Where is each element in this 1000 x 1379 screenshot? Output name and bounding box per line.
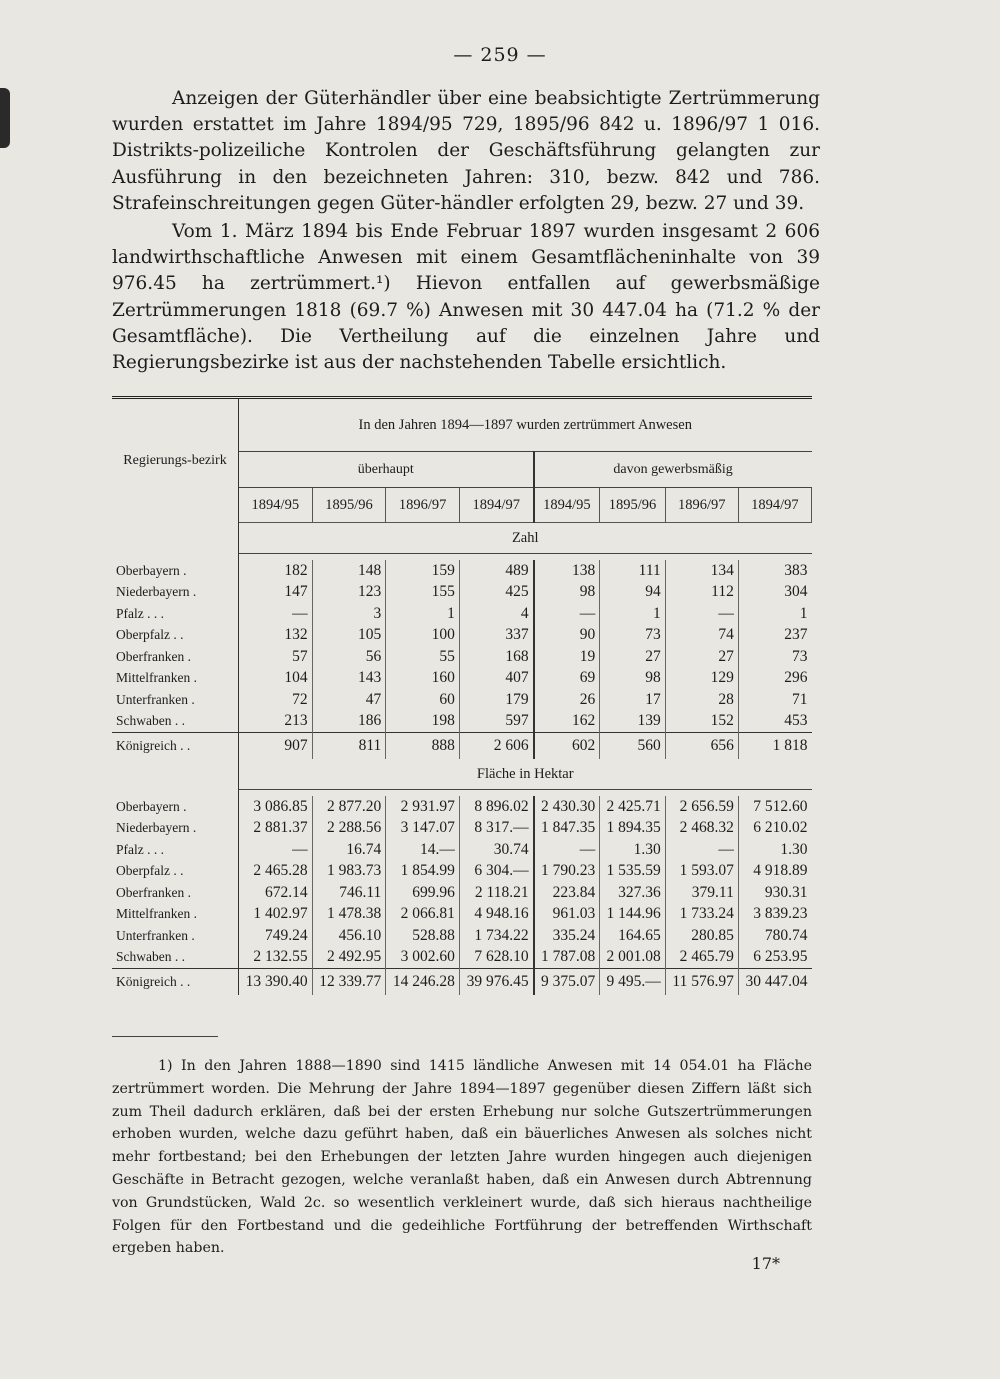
total-row bbox=[112, 969, 812, 996]
value-cell: 3 147.07 bbox=[386, 818, 460, 840]
value-cell: 6 304.— bbox=[459, 861, 533, 883]
value-cell: 280.85 bbox=[665, 925, 738, 947]
value-cell: 888 bbox=[386, 733, 460, 760]
region-name: Pfalz . . . bbox=[112, 603, 239, 625]
value-cell: 12 339.77 bbox=[312, 969, 386, 996]
value-cell: 112 bbox=[665, 582, 738, 604]
value-cell: 3 086.85 bbox=[239, 796, 313, 818]
value-cell: 425 bbox=[459, 582, 533, 604]
value-cell: — bbox=[534, 603, 600, 625]
value-cell: 71 bbox=[792, 690, 808, 708]
region-name: Oberpfalz . . bbox=[112, 861, 239, 883]
region-name: Oberpfalz . . bbox=[112, 625, 239, 647]
region-name: Niederbayern . bbox=[112, 582, 239, 604]
year-header: 1896/97 bbox=[665, 488, 738, 523]
value-cell: 1 478.38 bbox=[312, 904, 386, 926]
value-cell: 930.31 bbox=[764, 883, 808, 901]
table-body bbox=[112, 523, 812, 996]
value-cell: 179 bbox=[459, 689, 533, 711]
value-cell: 1 983.73 bbox=[312, 861, 386, 883]
value-cell: 4 918.89 bbox=[753, 862, 808, 880]
footnote-text: 1) In den Jahren 1888—1890 sind 1415 ländliche Anwesen mit 14 054.01 ha Fläche zertrümmert worden. Die Mehrung der Jahre 1894—1897 gegenüber diesen Ziffern läßt sich zum Theil dadurch erklären, daß bei der ersten Erhebung nur solche Gutszertrümmerungen erhoben wurden, welche dazu geführt haben, daß ein bäuerliches Anwesen als solches nicht mehr fortbestand; bei den Erhebungen der letzten Jahre wurden hingegen auch diejenigen Geschäfte in Betracht gezogen, welche veranlaßt haben, daß ein Anwesen durch Abtrennung von Grundstücken, Wald 2c. so wesentlich verkleinert wurde, daß sich hieraus nachtheilige Folgen für den Fortbestand und die gedeihliche Fortführung der betreffenden Wirthschaft ergeben haben. bbox=[112, 1058, 812, 1257]
value-cell: 597 bbox=[459, 711, 533, 733]
value-cell: 94 bbox=[600, 582, 666, 604]
value-cell: 98 bbox=[534, 582, 600, 604]
table-row bbox=[112, 603, 812, 625]
value-cell: — bbox=[534, 839, 600, 861]
value-cell: 26 bbox=[534, 689, 600, 711]
value-cell: 28 bbox=[665, 689, 738, 711]
value-cell: 105 bbox=[312, 625, 386, 647]
table-row bbox=[112, 582, 812, 604]
table-row bbox=[112, 947, 812, 969]
value-cell: 489 bbox=[459, 560, 533, 582]
table-row bbox=[112, 625, 812, 647]
footnote-rule bbox=[112, 1036, 218, 1037]
value-cell: 296 bbox=[784, 669, 808, 687]
table-row bbox=[112, 668, 812, 690]
paragraph-2: Vom 1. März 1894 bis Ende Februar 1897 wurden insgesamt 2 606 landwirthschaftliche Anwesen mit einem Gesamtflächeninhalte von 39 976.45 ha zertrümmert.¹) Hievon entfallen auf gewerbsmäßige Zertrümmerungen 1818 (69.7 %) Anwesen mit 30 447.04 ha (71.2 % der Gesamtfläche). Die Vertheilung auf die einzelnen Jahre und Regierungsbezirke ist aus der nachstehenden Tabelle ersichtlich. bbox=[112, 221, 820, 374]
value-cell: 73 bbox=[600, 625, 666, 647]
value-cell: 7 628.10 bbox=[459, 947, 533, 969]
region-name: Pfalz . . . bbox=[112, 839, 239, 861]
value-cell: — bbox=[665, 603, 738, 625]
value-cell: 2 468.32 bbox=[665, 818, 738, 840]
value-cell: 104 bbox=[239, 668, 313, 690]
region-name: Oberbayern . bbox=[112, 796, 239, 818]
value-cell: 3 bbox=[312, 603, 386, 625]
value-cell: 148 bbox=[312, 560, 386, 582]
value-cell: 2 881.37 bbox=[239, 818, 313, 840]
value-cell: 2 656.59 bbox=[665, 796, 738, 818]
value-cell: 6 210.02 bbox=[753, 819, 808, 837]
value-cell: 186 bbox=[312, 711, 386, 733]
value-cell: 27 bbox=[600, 646, 666, 668]
value-cell: 2 430.30 bbox=[534, 796, 600, 818]
value-cell: 90 bbox=[534, 625, 600, 647]
value-cell: 304 bbox=[784, 583, 808, 601]
table-row bbox=[112, 861, 812, 883]
value-cell: 1 790.23 bbox=[534, 861, 600, 883]
region-name: Schwaben . . bbox=[112, 711, 239, 733]
value-cell: 961.03 bbox=[534, 904, 600, 926]
value-cell: 147 bbox=[239, 582, 313, 604]
value-cell: 560 bbox=[600, 733, 666, 760]
value-cell: 811 bbox=[312, 733, 386, 760]
table-row bbox=[112, 560, 812, 582]
page-number: — 259 — bbox=[453, 44, 547, 66]
value-cell: 100 bbox=[386, 625, 460, 647]
value-cell: 2 492.95 bbox=[312, 947, 386, 969]
value-cell: 335.24 bbox=[534, 925, 600, 947]
year-header: 1894/95 bbox=[239, 488, 313, 523]
value-cell: 1 402.97 bbox=[239, 904, 313, 926]
value-cell: 2 066.81 bbox=[386, 904, 460, 926]
value-cell: 528.88 bbox=[386, 925, 460, 947]
value-cell: 746.11 bbox=[312, 882, 386, 904]
value-cell: 7 512.60 bbox=[753, 797, 808, 815]
value-cell: 16.74 bbox=[312, 839, 386, 861]
region-name: Mittelfranken . bbox=[112, 904, 239, 926]
value-cell: 123 bbox=[312, 582, 386, 604]
year-header: 1894/97 bbox=[738, 488, 811, 523]
value-cell: 1 847.35 bbox=[534, 818, 600, 840]
statistics-table bbox=[112, 396, 812, 995]
value-cell: 143 bbox=[312, 668, 386, 690]
value-cell: 407 bbox=[459, 668, 533, 690]
value-cell: 138 bbox=[534, 560, 600, 582]
value-cell: 47 bbox=[312, 689, 386, 711]
sub-header-commercial: davon gewerbsmäßig bbox=[534, 452, 812, 488]
value-cell: 1 bbox=[799, 604, 808, 622]
value-cell: 6 253.95 bbox=[753, 948, 808, 966]
value-cell: 162 bbox=[534, 711, 600, 733]
value-cell: 1 854.99 bbox=[386, 861, 460, 883]
value-cell: 749.24 bbox=[239, 925, 313, 947]
value-cell: 1.30 bbox=[600, 839, 666, 861]
value-cell: 9 375.07 bbox=[534, 969, 600, 996]
value-cell: 1.30 bbox=[780, 840, 808, 858]
value-cell: 2 288.56 bbox=[312, 818, 386, 840]
value-cell: 656 bbox=[665, 733, 738, 760]
value-cell: 8 317.— bbox=[459, 818, 533, 840]
value-cell: 1 bbox=[386, 603, 460, 625]
value-cell: 1 734.22 bbox=[459, 925, 533, 947]
year-header: 1895/96 bbox=[600, 488, 666, 523]
footnote bbox=[112, 1055, 812, 1260]
value-cell: 699.96 bbox=[386, 882, 460, 904]
value-cell: 98 bbox=[600, 668, 666, 690]
value-cell: 3 002.60 bbox=[386, 947, 460, 969]
value-cell: 223.84 bbox=[534, 882, 600, 904]
stub-cell bbox=[112, 523, 239, 554]
section-header-row bbox=[112, 759, 812, 790]
value-cell: 19 bbox=[534, 646, 600, 668]
value-cell: 27 bbox=[665, 646, 738, 668]
section-label: Fläche in Hektar bbox=[239, 759, 812, 790]
value-cell: 39 976.45 bbox=[459, 969, 533, 996]
value-cell: 1 535.59 bbox=[600, 861, 666, 883]
region-name: Königreich . . bbox=[112, 733, 239, 760]
region-name: Königreich . . bbox=[112, 969, 239, 996]
year-header: 1894/97 bbox=[459, 488, 533, 523]
value-cell: 672.14 bbox=[239, 882, 313, 904]
body-text bbox=[112, 86, 820, 376]
value-cell: 1 593.07 bbox=[665, 861, 738, 883]
value-cell: 2 118.21 bbox=[459, 882, 533, 904]
value-cell: 4 948.16 bbox=[459, 904, 533, 926]
value-cell: 4 bbox=[459, 603, 533, 625]
table-row bbox=[112, 689, 812, 711]
value-cell: 2 606 bbox=[459, 733, 533, 760]
value-cell: 55 bbox=[386, 646, 460, 668]
stub-cell bbox=[112, 759, 239, 790]
value-cell: 2 001.08 bbox=[600, 947, 666, 969]
value-cell: 1 733.24 bbox=[665, 904, 738, 926]
value-cell: 182 bbox=[239, 560, 313, 582]
value-cell: 17 bbox=[600, 689, 666, 711]
table-row bbox=[112, 839, 812, 861]
value-cell: 3 839.23 bbox=[753, 905, 808, 923]
region-name: Oberfranken . bbox=[112, 882, 239, 904]
group-header: In den Jahren 1894—1897 wurden zertrümmert Anwesen bbox=[239, 398, 812, 452]
value-cell: 2 931.97 bbox=[386, 796, 460, 818]
value-cell: 602 bbox=[534, 733, 600, 760]
table-row bbox=[112, 796, 812, 818]
value-cell: 164.65 bbox=[600, 925, 666, 947]
value-cell: 213 bbox=[239, 711, 313, 733]
table-row bbox=[112, 646, 812, 668]
value-cell: 11 576.97 bbox=[665, 969, 738, 996]
value-cell: 1 bbox=[600, 603, 666, 625]
value-cell: 198 bbox=[386, 711, 460, 733]
value-cell: 9 495.— bbox=[600, 969, 666, 996]
table-row bbox=[112, 818, 812, 840]
value-cell: 60 bbox=[386, 689, 460, 711]
value-cell: 8 896.02 bbox=[459, 796, 533, 818]
total-row bbox=[112, 733, 812, 760]
value-cell: 379.11 bbox=[665, 882, 738, 904]
table-row bbox=[112, 711, 812, 733]
value-cell: 14 246.28 bbox=[386, 969, 460, 996]
value-cell: 74 bbox=[665, 625, 738, 647]
value-cell: — bbox=[665, 839, 738, 861]
value-cell: 1 894.35 bbox=[600, 818, 666, 840]
value-cell: 237 bbox=[784, 626, 808, 644]
region-name: Mittelfranken . bbox=[112, 668, 239, 690]
value-cell: 30.74 bbox=[459, 839, 533, 861]
table-row bbox=[112, 904, 812, 926]
value-cell: 57 bbox=[239, 646, 313, 668]
year-header: 1894/95 bbox=[534, 488, 600, 523]
region-name: Oberbayern . bbox=[112, 560, 239, 582]
value-cell: 2 132.55 bbox=[239, 947, 313, 969]
sub-header-total: überhaupt bbox=[239, 452, 534, 488]
value-cell: 159 bbox=[386, 560, 460, 582]
binding-edge bbox=[0, 88, 10, 148]
value-cell: 160 bbox=[386, 668, 460, 690]
region-name: Niederbayern . bbox=[112, 818, 239, 840]
value-cell: 383 bbox=[784, 561, 808, 579]
value-cell: 2 425.71 bbox=[600, 796, 666, 818]
table-row bbox=[112, 925, 812, 947]
stub-header: Regierungs-bezirk bbox=[112, 398, 239, 523]
value-cell: 14.— bbox=[386, 839, 460, 861]
value-cell: 73 bbox=[792, 647, 808, 665]
value-cell: 132 bbox=[239, 625, 313, 647]
value-cell: 327.36 bbox=[600, 882, 666, 904]
value-cell: — bbox=[239, 839, 313, 861]
value-cell: 456.10 bbox=[312, 925, 386, 947]
value-cell: 56 bbox=[312, 646, 386, 668]
year-header: 1895/96 bbox=[312, 488, 386, 523]
value-cell: — bbox=[239, 603, 313, 625]
value-cell: 2 465.28 bbox=[239, 861, 313, 883]
value-cell: 134 bbox=[665, 560, 738, 582]
value-cell: 337 bbox=[459, 625, 533, 647]
value-cell: 13 390.40 bbox=[239, 969, 313, 996]
value-cell: 1 787.08 bbox=[534, 947, 600, 969]
paragraph-1: Anzeigen der Güterhändler über eine beabsichtigte Zertrümmerung wurden erstattet im Jahre 1894/95 729, 1895/96 842 u. 1896/97 1 016. Distrikts-polizeiliche Kontrolen der Geschäftsführung gelangten zur Ausführung in den bezeichneten Jahren: 310, bezw. 842 und 786. Strafeinschreitungen gegen Güter-händler erfolgten 29, bezw. 27 und 39. bbox=[112, 88, 820, 214]
table-row bbox=[112, 882, 812, 904]
value-cell: 1 144.96 bbox=[600, 904, 666, 926]
value-cell: 152 bbox=[665, 711, 738, 733]
region-name: Unterfranken . bbox=[112, 689, 239, 711]
value-cell: 780.74 bbox=[764, 926, 808, 944]
region-name: Schwaben . . bbox=[112, 947, 239, 969]
value-cell: 2 877.20 bbox=[312, 796, 386, 818]
value-cell: 129 bbox=[665, 668, 738, 690]
value-cell: 2 465.79 bbox=[665, 947, 738, 969]
value-cell: 1 818 bbox=[738, 733, 811, 760]
value-cell: 453 bbox=[784, 712, 808, 730]
value-cell: 111 bbox=[600, 560, 666, 582]
section-label: Zahl bbox=[239, 523, 812, 554]
value-cell: 168 bbox=[459, 646, 533, 668]
year-header: 1896/97 bbox=[386, 488, 460, 523]
value-cell: 30 447.04 bbox=[738, 969, 811, 996]
region-name: Oberfranken . bbox=[112, 646, 239, 668]
value-cell: 155 bbox=[386, 582, 460, 604]
region-name: Unterfranken . bbox=[112, 925, 239, 947]
section-header-row bbox=[112, 523, 812, 554]
value-cell: 139 bbox=[600, 711, 666, 733]
value-cell: 69 bbox=[534, 668, 600, 690]
value-cell: 907 bbox=[239, 733, 313, 760]
signature-mark: 17* bbox=[751, 1254, 780, 1273]
value-cell: 72 bbox=[239, 689, 313, 711]
